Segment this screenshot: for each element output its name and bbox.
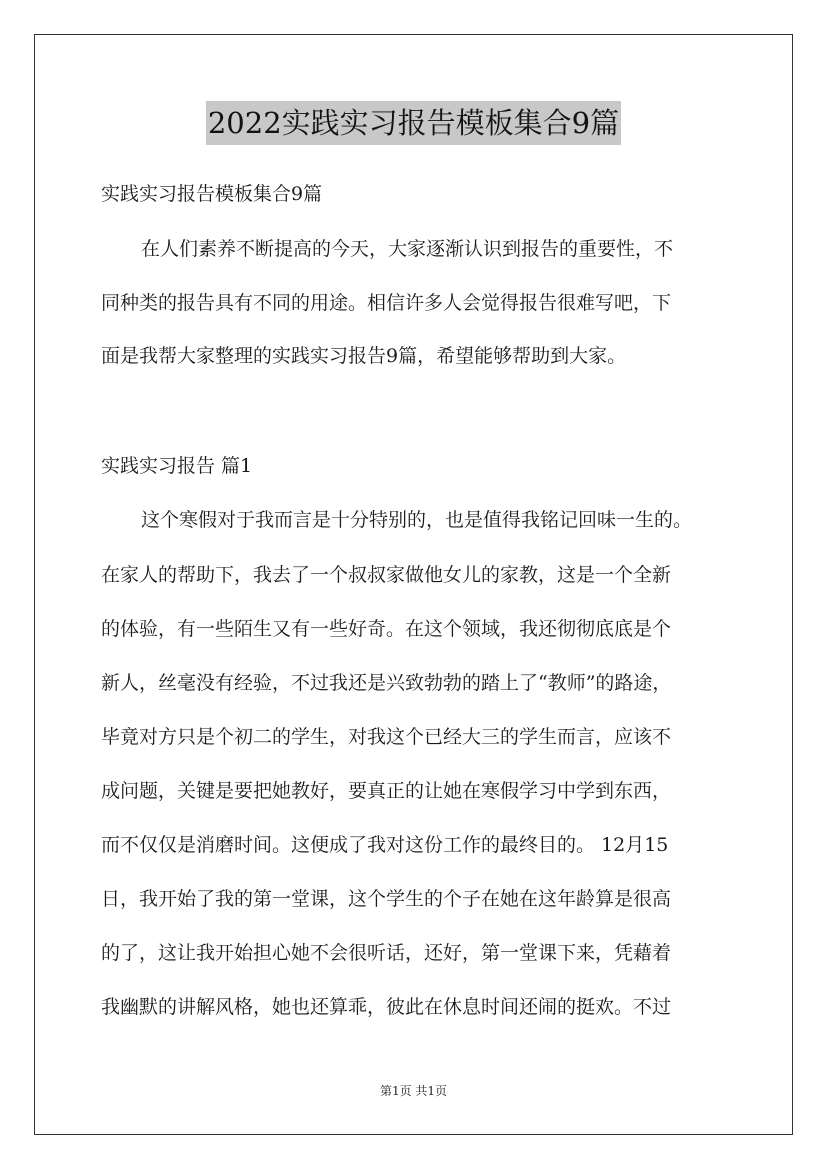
intro-line: 同种类的报告具有不同的用途。相信许多人会觉得报告很难写吧，下 <box>101 292 672 314</box>
body-line: 的体验，有一些陌生又有一些好奇。在这个领域，我还彻彻底底是个 <box>101 618 672 640</box>
body-line: 日，我开始了我的第一堂课，这个学生的个子在她在这年龄算是很高 <box>101 888 672 910</box>
document-subtitle: 实践实习报告模板集合9篇 <box>101 183 323 205</box>
body-line: 这个寒假对于我而言是十分特别的，也是值得我铭记回味一生的。 <box>141 509 693 531</box>
body-line: 毕竟对方只是个初二的学生，对我这个已经大三的学生而言，应该不 <box>101 726 672 748</box>
page-footer: 第1页 共1页 <box>379 1084 448 1098</box>
title-container <box>0 101 827 145</box>
document-title: 2022实践实习报告模板集合9篇 <box>206 101 621 145</box>
body-line: 我幽默的讲解风格，她也还算乖，彼此在休息时间还闹的挺欢。不过 <box>101 996 672 1018</box>
body-line: 的了，这让我开始担心她不会很听话，还好，第一堂课下来，凭藉着 <box>101 942 672 964</box>
body-line: 而不仅仅是消磨时间。这便成了我对这份工作的最终目的。 12月15 <box>101 834 669 856</box>
section-heading: 实践实习报告 篇1 <box>101 455 253 477</box>
intro-line: 面是我帮大家整理的实践实习报告9篇，希望能够帮助到大家。 <box>101 345 627 367</box>
body-line: 新人，丝毫没有经验，不过我还是兴致勃勃的踏上了“教师”的路途， <box>101 672 672 694</box>
body-line: 成问题，关键是要把她教好，要真正的让她在寒假学习中学到东西， <box>101 780 672 802</box>
intro-line: 在人们素养不断提高的今天，大家逐渐认识到报告的重要性，不 <box>141 238 674 260</box>
body-line: 在家人的帮助下，我去了一个叔叔家做他女儿的家教，这是一个全新 <box>101 564 672 586</box>
